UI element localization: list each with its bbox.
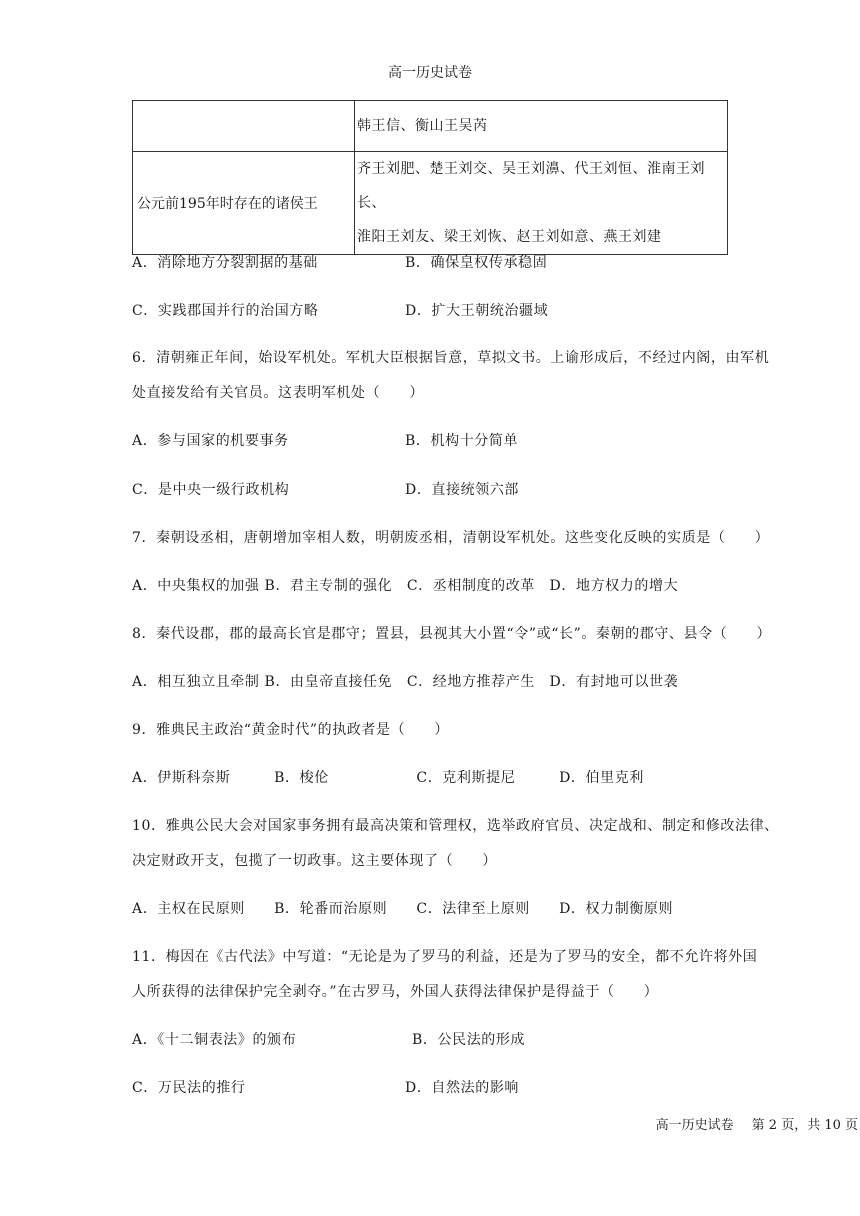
q6-option-d: D．直接统领六部: [405, 482, 520, 498]
q6-stem-line1: 6．清朝雍正年间，始设军机处。军机大臣根据旨意，草拟文书。上谕形成后，不经过内阁，由军机: [132, 350, 770, 366]
table-row: [133, 101, 728, 152]
q9-options: A．伊斯科奈斯 B．梭伦 C．克利斯提尼 D．伯里克利: [132, 770, 644, 786]
table-cell-label: [133, 101, 355, 152]
q10-options: A．主权在民原则 B．轮番而治原则 C．法律至上原则 D．权力制衡原则: [132, 901, 674, 917]
q7-options: A．中央集权的加强 B．君主专制的强化 C．丞相制度的改革 D．地方权力的增大: [132, 578, 679, 594]
q10-stem-line1: 10．雅典公民大会对国家事务拥有最高决策和管理权，选举政府官员、决定战和、制定和修改法律、: [132, 818, 779, 834]
q8-options: A．相互独立且牵制 B．由皇帝直接任免 C．经地方推荐产生 D．有封地可以世袭: [132, 674, 679, 690]
q6-option-c: C．是中央一级行政机构: [132, 482, 290, 498]
vassal-kings-table: [132, 100, 728, 255]
q8-stem: 8．秦代设郡，郡的最高长官是郡守；置县，县视其大小置“令”或“长”。秦朝的郡守、县令（ ）: [132, 626, 772, 642]
q11-option-c: C．万民法的推行: [132, 1080, 246, 1096]
q5-option-c: C．实践郡国并行的治国方略: [132, 303, 319, 319]
q6-stem-line2: 处直接发给有关官员。这表明军机处（ ）: [132, 385, 424, 401]
q5-option-a: A．消除地方分裂割据的基础: [132, 255, 318, 271]
q11-stem-line1: 11．梅因在《古代法》中写道：“无论是为了罗马的利益，还是为了罗马的安全，都不允许将外国: [132, 949, 758, 965]
q11-option-d: D．自然法的影响: [405, 1080, 520, 1096]
q11-stem-line2: 人所获得的法律保护完全剥夺。”在古罗马，外国人获得法律保护是得益于（ ）: [132, 984, 659, 1000]
q5-option-b: B．确保皇权传承稳固: [405, 255, 548, 271]
page-footer: [638, 1114, 858, 1133]
q5-option-d: D．扩大王朝统治疆域: [405, 303, 549, 319]
table-cell-label: 公元前195年时存在的诸侯王: [133, 152, 355, 255]
table-cell-content: [355, 152, 728, 255]
q9-stem: 9．雅典民主政治“黄金时代”的执政者是（ ）: [132, 722, 450, 738]
table-cell-line: 齐王刘肥、楚王刘交、吴王刘濞、代王刘恒、淮南王刘长、: [357, 161, 705, 211]
table-cell-content: 韩王信、衡山王吴芮: [355, 101, 728, 152]
footer-page-number: 第 2 页，共 10 页: [751, 1118, 858, 1133]
footer-title: 高一历史试卷: [655, 1118, 734, 1133]
q11-option-a: A．《十二铜表法》的颁布: [132, 1032, 297, 1048]
table-row: [133, 152, 728, 255]
q11-option-b: B．公民法的形成: [412, 1032, 526, 1048]
q10-stem-line2: 决定财政开支，包揽了一切政事。这主要体现了（ ）: [132, 853, 497, 869]
q6-option-b: B．机构十分简单: [405, 433, 519, 449]
table-cell-line: 淮阳王刘友、梁王刘恢、赵王刘如意、燕王刘建: [357, 229, 662, 245]
q7-stem: 7．秦朝设丞相，唐朝增加宰相人数，明朝废丞相，清朝设军机处。这些变化反映的实质是（ ）: [132, 530, 770, 546]
q6-option-a: A．参与国家的机要事务: [132, 433, 289, 449]
page-header: 高一历史试卷: [388, 65, 472, 81]
